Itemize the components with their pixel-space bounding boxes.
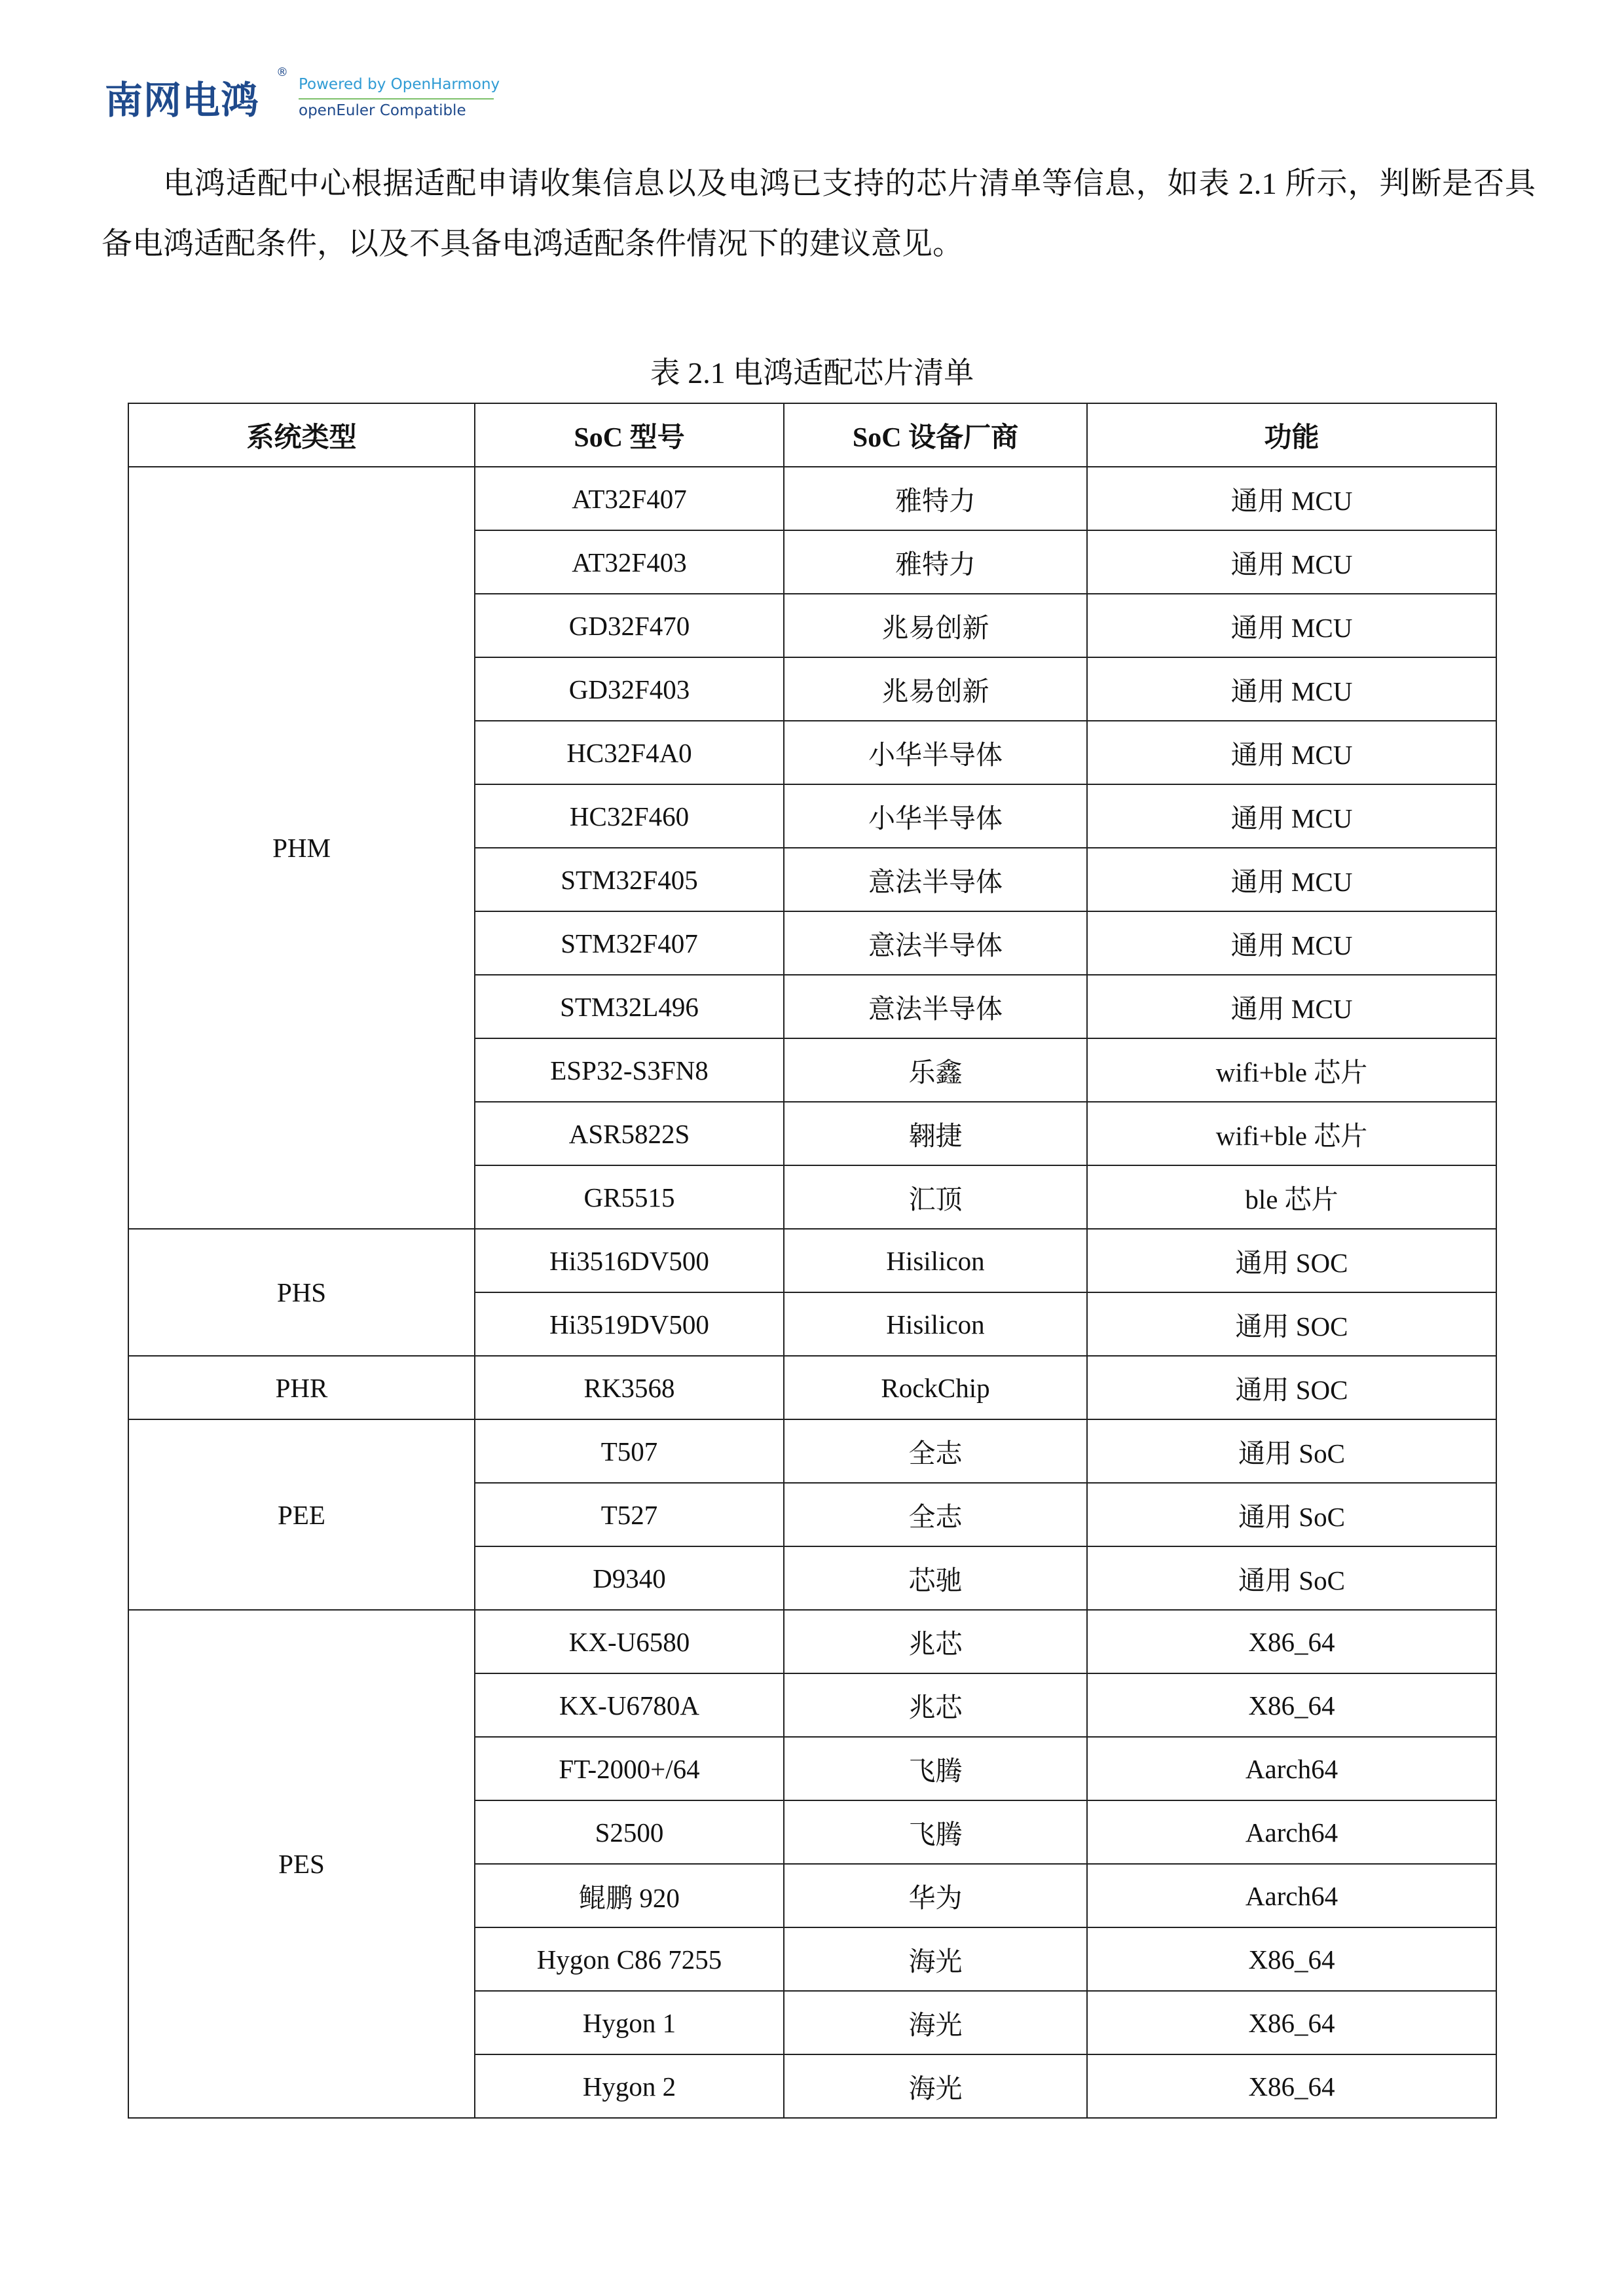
logo-wordmark: 南网电鸿 [105, 78, 260, 122]
vendor-cell: 汇顶 [784, 1165, 1087, 1229]
function-cell: X86_64 [1087, 1673, 1496, 1737]
function-cell: 通用 MCU [1087, 594, 1496, 657]
vendor-cell: RockChip [784, 1356, 1087, 1419]
function-cell: 通用 MCU [1087, 975, 1496, 1038]
system-type-cell: PHM [128, 467, 475, 1229]
function-cell: 通用 MCU [1087, 657, 1496, 721]
vendor-cell: 意法半导体 [784, 911, 1087, 975]
vendor-cell: 雅特力 [784, 467, 1087, 530]
soc-model-cell: Hygon 2 [475, 2054, 784, 2118]
function-cell: Aarch64 [1087, 1800, 1496, 1864]
function-cell: 通用 SOC [1087, 1356, 1496, 1419]
function-cell: ble 芯片 [1087, 1165, 1496, 1229]
table-body [128, 467, 1496, 2118]
function-cell: Aarch64 [1087, 1864, 1496, 1927]
vendor-cell: Hisilicon [784, 1292, 1087, 1356]
table-header-row [128, 403, 1496, 467]
chip-table [128, 403, 1497, 2119]
soc-model-cell: Hi3516DV500 [475, 1229, 784, 1292]
soc-model-cell: GD32F470 [475, 594, 784, 657]
function-cell: 通用 MCU [1087, 911, 1496, 975]
logo-powered-by: Powered by OpenHarmony [299, 76, 500, 93]
system-type-cell: PES [128, 1610, 475, 2118]
logo [105, 65, 498, 131]
logo-compatible: openEuler Compatible [299, 102, 466, 119]
function-cell: 通用 SOC [1087, 1229, 1496, 1292]
soc-model-cell: GD32F403 [475, 657, 784, 721]
function-cell: 通用 MCU [1087, 721, 1496, 784]
column-header: 功能 [1087, 403, 1496, 467]
registered-mark: ® [276, 65, 288, 79]
soc-model-cell: S2500 [475, 1800, 784, 1864]
column-header: SoC 型号 [475, 403, 784, 467]
vendor-cell: 芯驰 [784, 1546, 1087, 1610]
logo-divider [299, 98, 494, 100]
column-header: SoC 设备厂商 [784, 403, 1087, 467]
soc-model-cell: KX-U6780A [475, 1673, 784, 1737]
function-cell: 通用 MCU [1087, 848, 1496, 911]
vendor-cell: 兆芯 [784, 1673, 1087, 1737]
function-cell: Aarch64 [1087, 1737, 1496, 1800]
soc-model-cell: STM32F405 [475, 848, 784, 911]
function-cell: 通用 SoC [1087, 1546, 1496, 1610]
soc-model-cell: Hygon 1 [475, 1991, 784, 2054]
soc-model-cell: Hi3519DV500 [475, 1292, 784, 1356]
table-row [128, 1419, 1496, 1483]
vendor-cell: 意法半导体 [784, 975, 1087, 1038]
function-cell: 通用 MCU [1087, 467, 1496, 530]
soc-model-cell: HC32F460 [475, 784, 784, 848]
vendor-cell: 兆易创新 [784, 594, 1087, 657]
soc-model-cell: GR5515 [475, 1165, 784, 1229]
soc-model-cell: T527 [475, 1483, 784, 1546]
function-cell: X86_64 [1087, 2054, 1496, 2118]
function-cell: 通用 SOC [1087, 1292, 1496, 1356]
vendor-cell: 雅特力 [784, 530, 1087, 594]
vendor-cell: 海光 [784, 2054, 1087, 2118]
vendor-cell: 小华半导体 [784, 721, 1087, 784]
table-row [128, 1229, 1496, 1292]
vendor-cell: 华为 [784, 1864, 1087, 1927]
function-cell: wifi+ble 芯片 [1087, 1038, 1496, 1102]
table-row [128, 1356, 1496, 1419]
vendor-cell: 小华半导体 [784, 784, 1087, 848]
soc-model-cell: FT-2000+/64 [475, 1737, 784, 1800]
vendor-cell: 全志 [784, 1483, 1087, 1546]
function-cell: 通用 MCU [1087, 784, 1496, 848]
soc-model-cell: AT32F407 [475, 467, 784, 530]
soc-model-cell: HC32F4A0 [475, 721, 784, 784]
system-type-cell: PHR [128, 1356, 475, 1419]
vendor-cell: 翱捷 [784, 1102, 1087, 1165]
soc-model-cell: RK3568 [475, 1356, 784, 1419]
soc-model-cell: D9340 [475, 1546, 784, 1610]
soc-model-cell: 鲲鹏 920 [475, 1864, 784, 1927]
intro-paragraph: 电鸿适配中心根据适配申请收集信息以及电鸿已支持的芯片清单等信息，如表 2.1 所示，判断是否具备电鸿适配条件，以及不具备电鸿适配条件情况下的建议意见。 [101, 167, 1536, 261]
vendor-cell: 海光 [784, 1927, 1087, 1991]
vendor-cell: 兆易创新 [784, 657, 1087, 721]
soc-model-cell: KX-U6580 [475, 1610, 784, 1673]
vendor-cell: 意法半导体 [784, 848, 1087, 911]
soc-model-cell: ESP32-S3FN8 [475, 1038, 784, 1102]
system-type-cell: PHS [128, 1229, 475, 1356]
vendor-cell: 飞腾 [784, 1800, 1087, 1864]
vendor-cell: 乐鑫 [784, 1038, 1087, 1102]
soc-model-cell: Hygon C86 7255 [475, 1927, 784, 1991]
function-cell: wifi+ble 芯片 [1087, 1102, 1496, 1165]
soc-model-cell: T507 [475, 1419, 784, 1483]
vendor-cell: 全志 [784, 1419, 1087, 1483]
vendor-cell: 兆芯 [784, 1610, 1087, 1673]
vendor-cell: Hisilicon [784, 1229, 1087, 1292]
vendor-cell: 飞腾 [784, 1737, 1087, 1800]
soc-model-cell: ASR5822S [475, 1102, 784, 1165]
soc-model-cell: STM32F407 [475, 911, 784, 975]
soc-model-cell: STM32L496 [475, 975, 784, 1038]
vendor-cell: 海光 [784, 1991, 1087, 2054]
function-cell: 通用 SoC [1087, 1483, 1496, 1546]
table-caption: 表 2.1 电鸿适配芯片清单 [650, 356, 974, 390]
function-cell: X86_64 [1087, 1991, 1496, 2054]
system-type-cell: PEE [128, 1419, 475, 1610]
table-row [128, 1610, 1496, 1673]
function-cell: 通用 SoC [1087, 1419, 1496, 1483]
function-cell: X86_64 [1087, 1927, 1496, 1991]
function-cell: 通用 MCU [1087, 530, 1496, 594]
table-row [128, 467, 1496, 530]
soc-model-cell: AT32F403 [475, 530, 784, 594]
function-cell: X86_64 [1087, 1610, 1496, 1673]
column-header: 系统类型 [128, 403, 475, 467]
